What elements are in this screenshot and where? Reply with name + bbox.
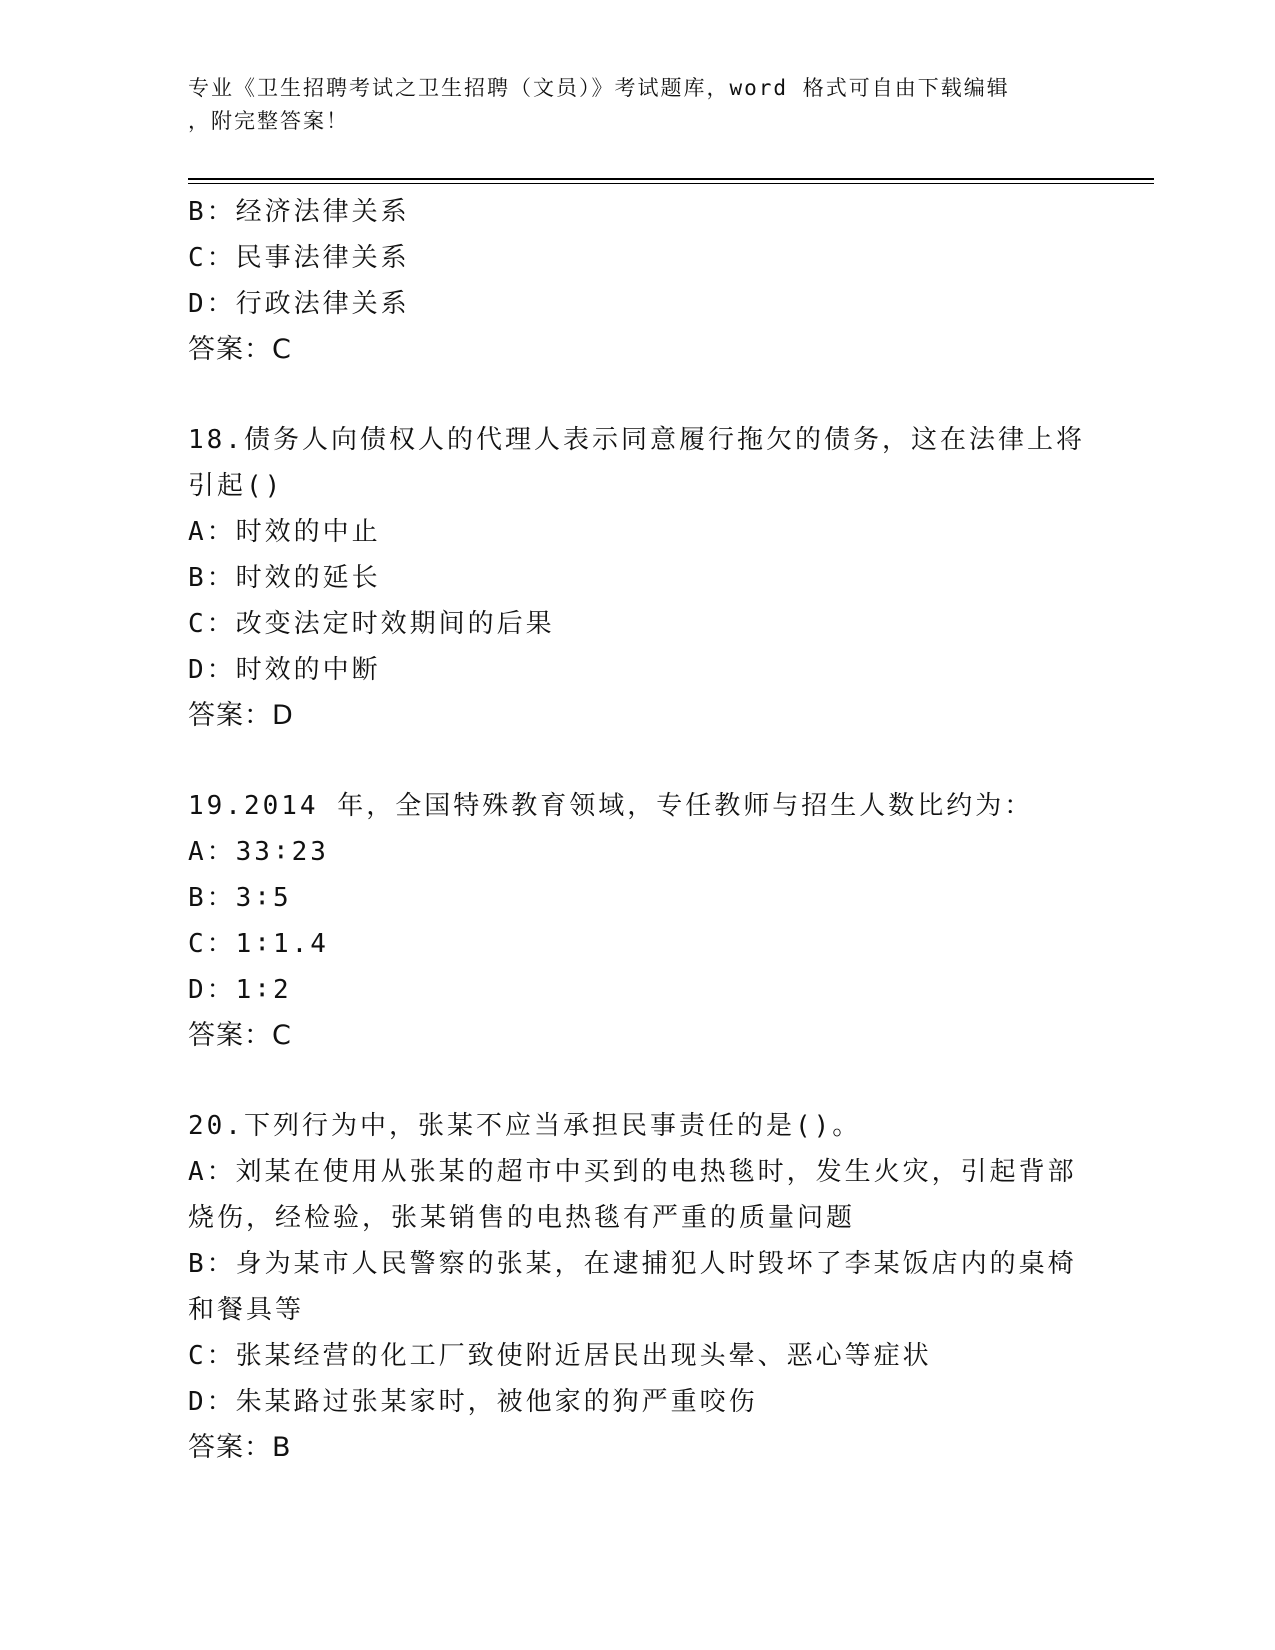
option-a: A：时效的中止 <box>188 517 381 547</box>
question-stem-continued: 引起() <box>188 471 284 501</box>
answer-label: 答案：C <box>188 334 292 365</box>
header-line-2: ，附完整答案！ <box>188 109 349 133</box>
option-b: B：经济法律关系 <box>188 197 410 227</box>
option-b: B：3∶5 <box>188 883 292 913</box>
header-divider-thin <box>188 183 1154 184</box>
answer-label: 答案：B <box>188 1432 292 1463</box>
question-17 <box>188 189 1088 373</box>
option-c: C：张某经营的化工厂致使附近居民出现头晕、恶心等症状 <box>188 1341 932 1371</box>
option-a: A：33∶23 <box>188 837 329 867</box>
option-d: D：行政法律关系 <box>188 289 410 319</box>
page-header <box>188 72 1088 138</box>
option-c: C：改变法定时效期间的后果 <box>188 609 555 639</box>
option-a: A：刘某在使用从张某的超市中买到的电热毯时，发生火灾，引起背部 <box>188 1157 1077 1187</box>
option-b: B：时效的延长 <box>188 563 381 593</box>
question-19 <box>188 783 1088 1059</box>
option-d: D：时效的中断 <box>188 655 381 685</box>
answer-label: 答案：C <box>188 1020 292 1051</box>
option-d: D：1∶2 <box>188 975 292 1005</box>
spacer <box>188 373 1088 417</box>
question-20 <box>188 1103 1088 1471</box>
option-d: D：朱某路过张某家时，被他家的狗严重咬伤 <box>188 1387 758 1417</box>
spacer <box>188 1059 1088 1103</box>
question-list <box>188 189 1088 1471</box>
option-b-continued: 和餐具等 <box>188 1295 305 1325</box>
question-stem: 20.下列行为中，张某不应当承担民事责任的是()。 <box>188 1111 862 1141</box>
answer-label: 答案：D <box>188 700 294 731</box>
option-c: C：民事法律关系 <box>188 243 410 273</box>
option-c: C：1∶1.4 <box>188 929 329 959</box>
header-divider-thick <box>188 178 1154 180</box>
question-18 <box>188 417 1088 739</box>
option-b: B：身为某市人民警察的张某，在逮捕犯人时毁坏了李某饭店内的桌椅 <box>188 1249 1077 1279</box>
header-line-1: 专业《卫生招聘考试之卫生招聘（文员）》考试题库，word 格式可自由下载编辑 <box>188 76 1010 100</box>
question-stem: 19.2014 年，全国特殊教育领域，专任教师与招生人数比约为： <box>188 791 1034 821</box>
option-a-continued: 烧伤，经检验，张某销售的电热毯有严重的质量问题 <box>188 1203 856 1233</box>
spacer <box>188 739 1088 783</box>
question-stem: 18.债务人向债权人的代理人表示同意履行拖欠的债务，这在法律上将 <box>188 425 1085 455</box>
